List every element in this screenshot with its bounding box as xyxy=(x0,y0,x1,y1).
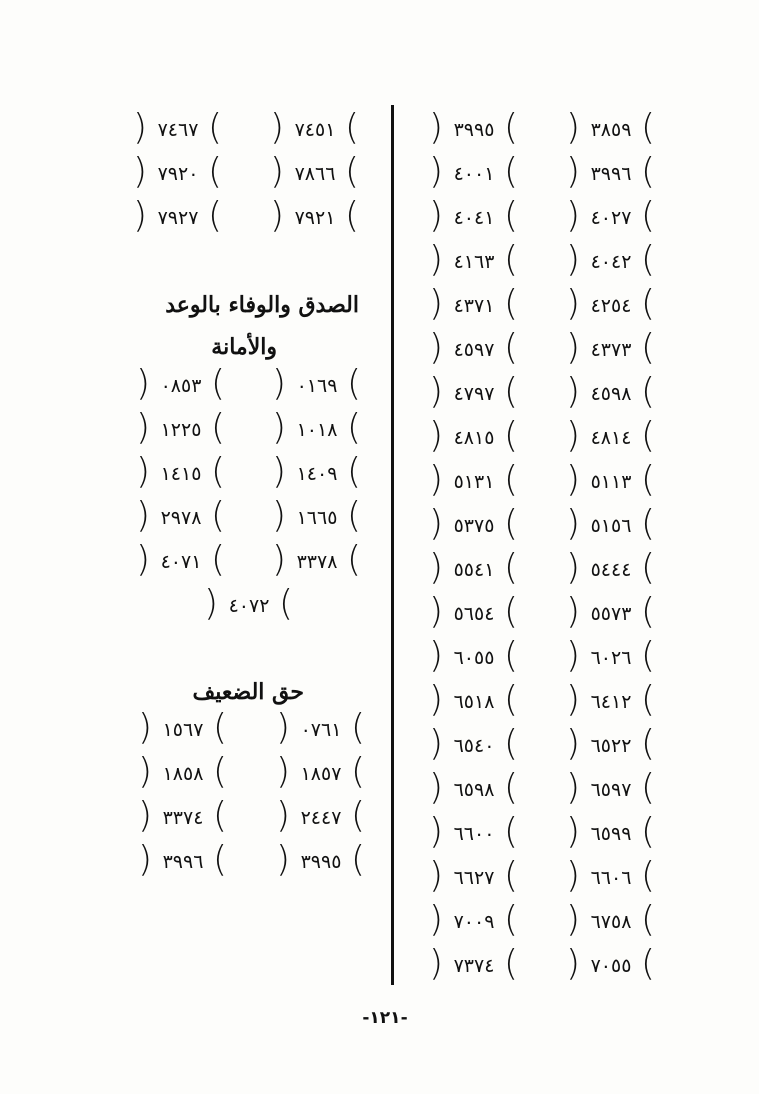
reference-number: ( ٥٥٤١ ) xyxy=(431,553,517,587)
reference-number: ( ٥٣٧٥ ) xyxy=(431,509,517,543)
reference-number: ( ٦٥١٨ ) xyxy=(431,685,517,719)
reference-number: ( ١٥٦٧ ) xyxy=(140,713,226,747)
reference-number: ( ٤٥٩٧ ) xyxy=(431,333,517,367)
reference-number: ( ٦٥٩٨ ) xyxy=(431,773,517,807)
reference-number: ( ١٨٥٧ ) xyxy=(278,757,364,791)
reference-number: ( ٥٦٥٤ ) xyxy=(431,597,517,631)
reference-number: ( ٧٩٢٧ ) xyxy=(135,201,221,235)
reference-number: ( ٤٠٤١ ) xyxy=(431,201,517,235)
section-heading-weak: حق الضعيف xyxy=(192,679,304,705)
reference-number: ( ٦٥٢٢ ) xyxy=(568,729,654,763)
reference-number: ( ٦٠٢٦ ) xyxy=(568,641,654,675)
reference-number: ( ٦٦٠٠ ) xyxy=(431,817,517,851)
reference-number: ( ٦٦٢٧ ) xyxy=(431,861,517,895)
reference-number: ( ١٤١٥ ) xyxy=(138,457,224,491)
reference-number: ( ٥١١٣ ) xyxy=(568,465,654,499)
reference-number: ( ٢٩٧٨ ) xyxy=(138,501,224,535)
reference-number: ( ٠٨٥٣ ) xyxy=(138,369,224,403)
reference-number: ( ١٤٠٩ ) xyxy=(274,457,360,491)
reference-number: ( ٣٩٩٦ ) xyxy=(568,157,654,191)
reference-number: ( ٤١٦٣ ) xyxy=(431,245,517,279)
reference-number: ( ٦٥٩٧ ) xyxy=(568,773,654,807)
reference-number: ( ٣٩٩٥ ) xyxy=(278,845,364,879)
reference-number: ( ٣٣٧٤ ) xyxy=(140,801,226,835)
reference-number: ( ٤٠٧١ ) xyxy=(138,545,224,579)
page-number: -١٢١- xyxy=(362,1008,408,1028)
reference-number: ( ٤٥٩٨ ) xyxy=(568,377,654,411)
reference-number: ( ٥٤٤٤ ) xyxy=(568,553,654,587)
reference-number: ( ٧٠٥٥ ) xyxy=(568,949,654,983)
reference-number: ( ٤٢٥٤ ) xyxy=(568,289,654,323)
section-heading-truthfulness-line2: والأمانة xyxy=(211,334,277,360)
reference-number: ( ٠٧٦١ ) xyxy=(278,713,364,747)
reference-number: ( ٧٠٠٩ ) xyxy=(431,905,517,939)
reference-number: ( ٣٨٥٩ ) xyxy=(568,113,654,147)
reference-number: ( ٦٤١٢ ) xyxy=(568,685,654,719)
reference-number: ( ٧٨٦٦ ) xyxy=(272,157,358,191)
reference-number: ( ٤٨١٤ ) xyxy=(568,421,654,455)
section-heading-truthfulness: الصدق والوفاء بالوعد xyxy=(165,292,359,318)
reference-number: ( ٤٣٧١ ) xyxy=(431,289,517,323)
reference-number: ( ٤٣٧٣ ) xyxy=(568,333,654,367)
reference-number: ( ٦٥٩٩ ) xyxy=(568,817,654,851)
reference-number: ( ٣٩٩٦ ) xyxy=(140,845,226,879)
reference-number: ( ٤٠٧٢ ) xyxy=(206,589,292,623)
reference-number: ( ٤٧٩٧ ) xyxy=(431,377,517,411)
reference-number: ( ٣٣٧٨ ) xyxy=(274,545,360,579)
reference-number: ( ١٨٥٨ ) xyxy=(140,757,226,791)
reference-number: ( ٧٩٢١ ) xyxy=(272,201,358,235)
reference-number: ( ٦٦٠٦ ) xyxy=(568,861,654,895)
reference-number: ( ٢٤٤٧ ) xyxy=(278,801,364,835)
reference-number: ( ٣٩٩٥ ) xyxy=(431,113,517,147)
reference-number: ( ٤٨١٥ ) xyxy=(431,421,517,455)
reference-number: ( ٥١٣١ ) xyxy=(431,465,517,499)
reference-number: ( ٠١٦٩ ) xyxy=(274,369,360,403)
reference-number: ( ١٢٢٥ ) xyxy=(138,413,224,447)
reference-number: ( ٧٣٧٤ ) xyxy=(431,949,517,983)
column-divider xyxy=(391,105,394,985)
reference-number: ( ٤٠٢٧ ) xyxy=(568,201,654,235)
reference-number: ( ٥١٥٦ ) xyxy=(568,509,654,543)
reference-number: ( ٦٠٥٥ ) xyxy=(431,641,517,675)
reference-number: ( ٤٠٠١ ) xyxy=(431,157,517,191)
reference-number: ( ٥٥٧٣ ) xyxy=(568,597,654,631)
reference-number: ( ٧٤٦٧ ) xyxy=(135,113,221,147)
reference-number: ( ٤٠٤٢ ) xyxy=(568,245,654,279)
reference-number: ( ١٦٦٥ ) xyxy=(274,501,360,535)
reference-number: ( ٧٩٢٠ ) xyxy=(135,157,221,191)
reference-number: ( ٦٧٥٨ ) xyxy=(568,905,654,939)
reference-number: ( ١٠١٨ ) xyxy=(274,413,360,447)
reference-number: ( ٦٥٤٠ ) xyxy=(431,729,517,763)
reference-number: ( ٧٤٥١ ) xyxy=(272,113,358,147)
